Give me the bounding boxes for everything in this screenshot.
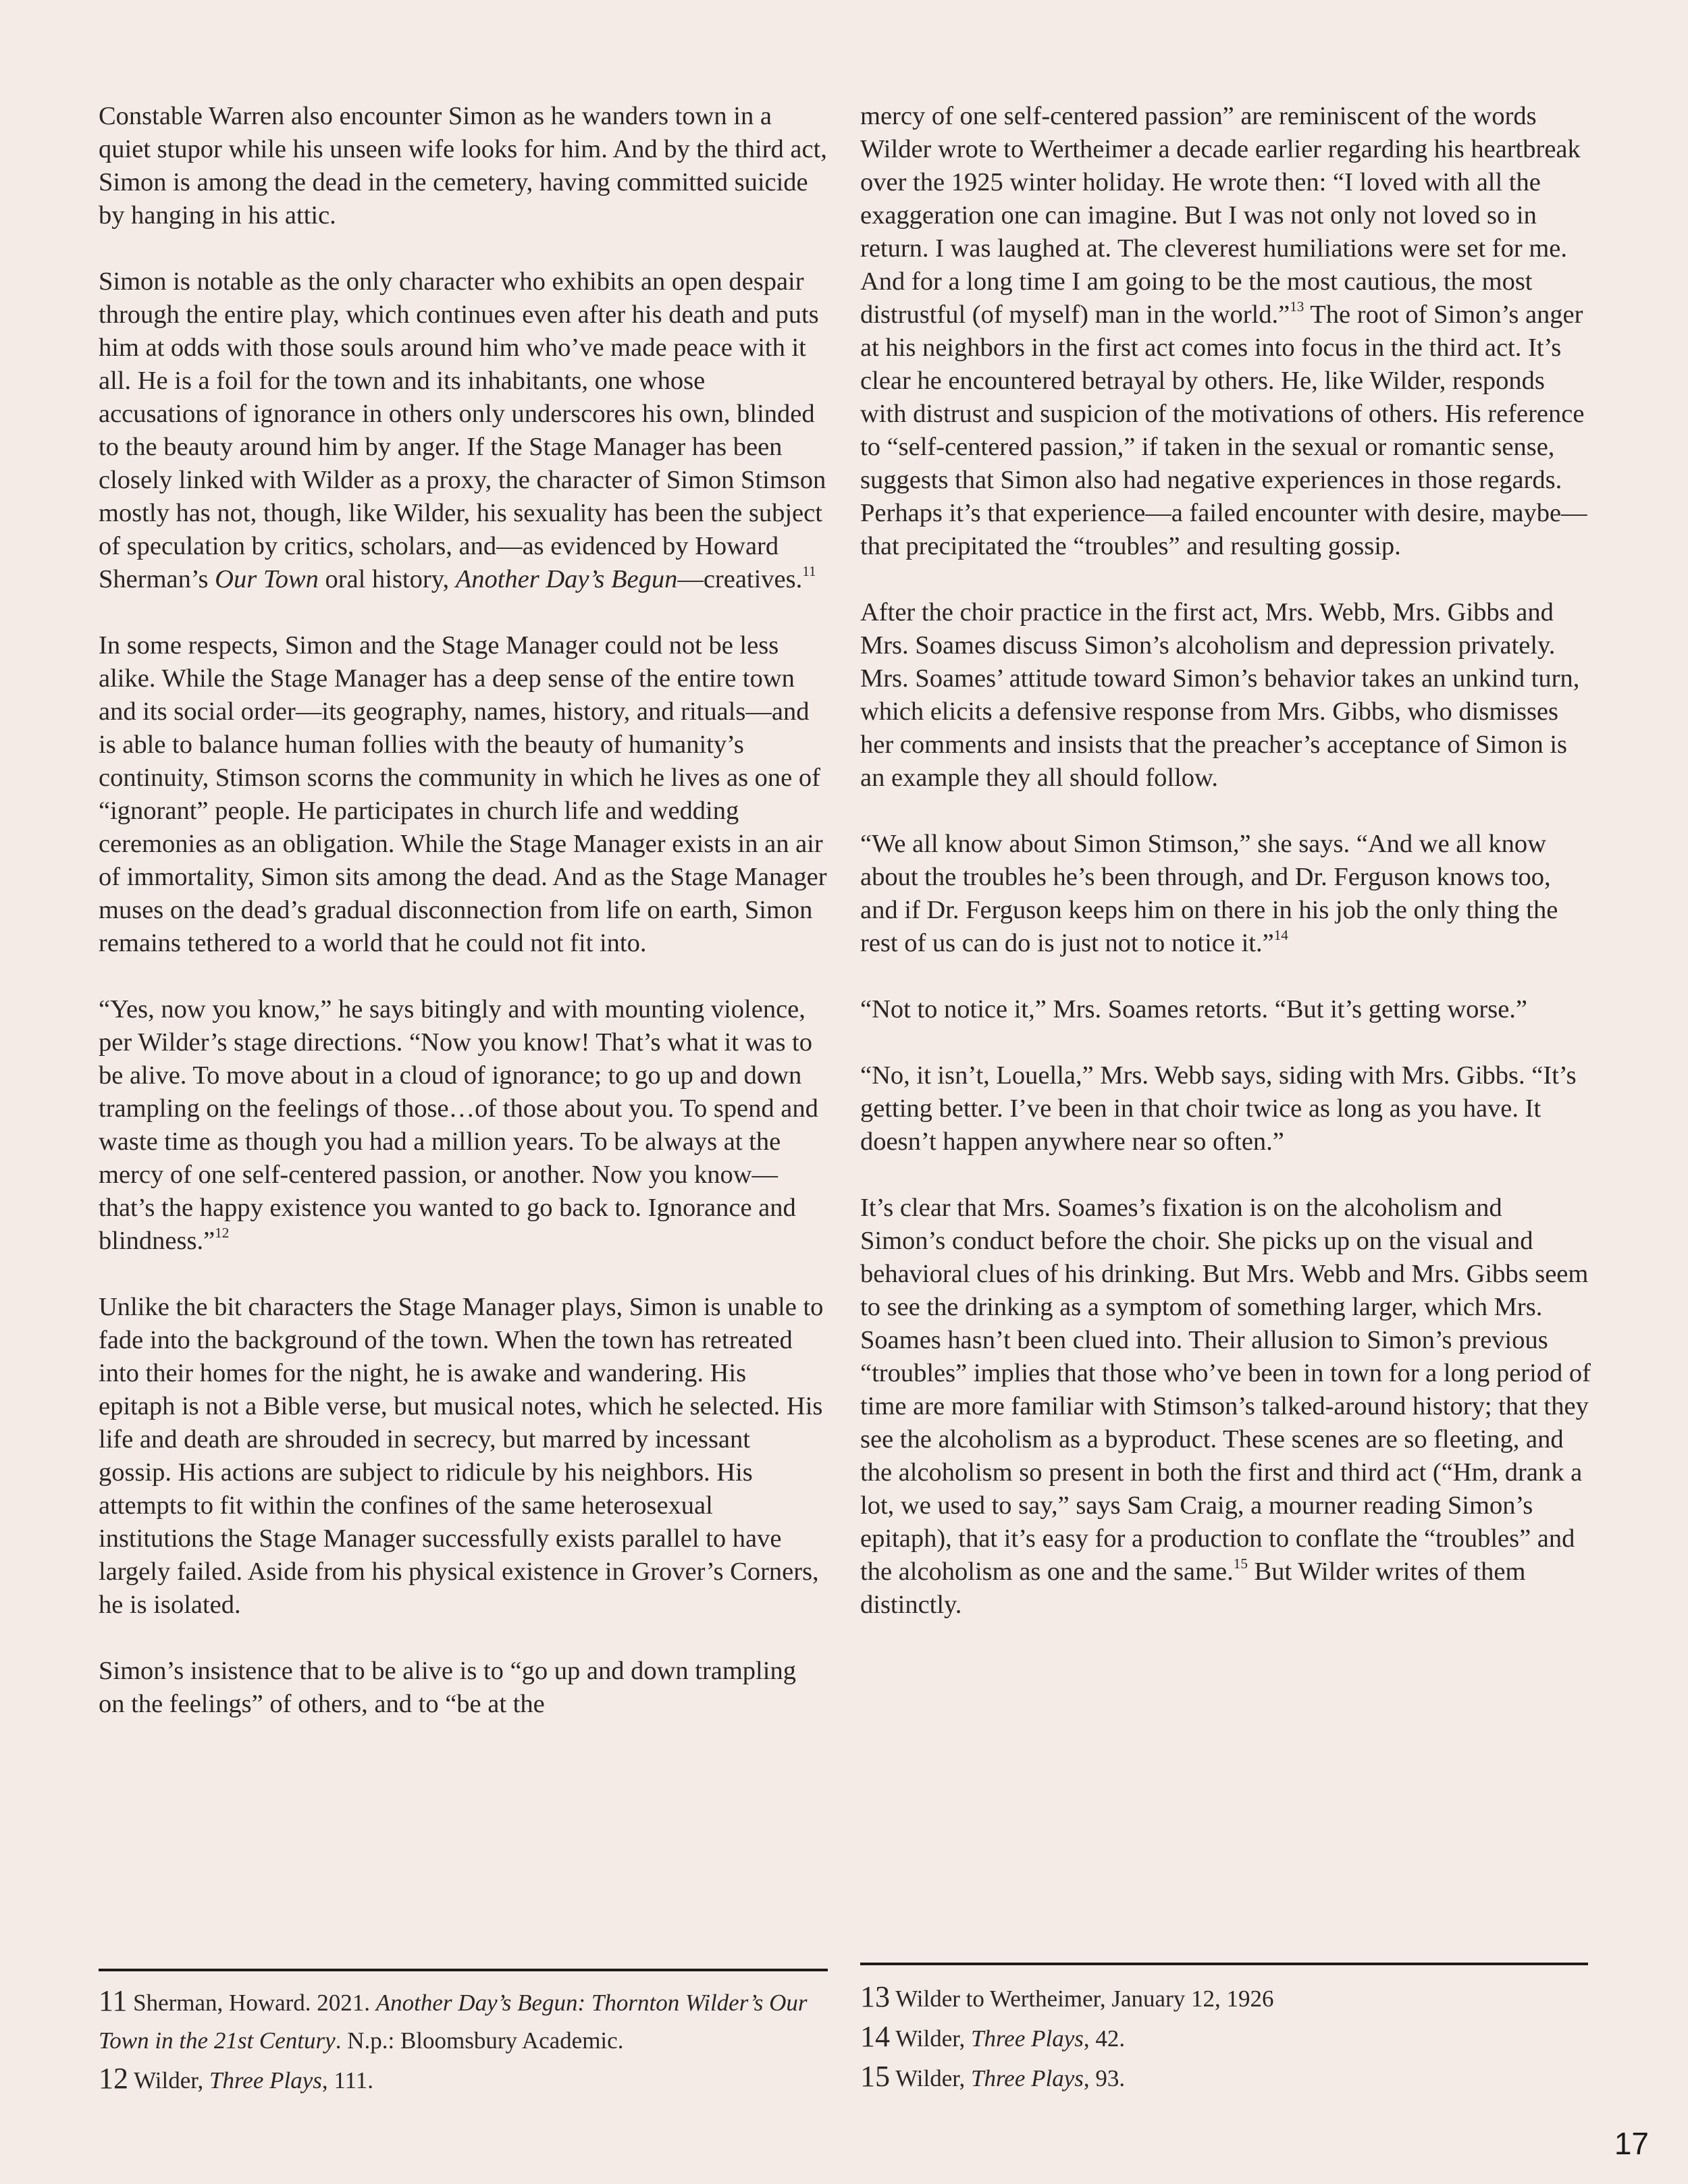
paragraph: “We all know about Simon Stimson,” she says. “And we all know about the troubles he’s been through, and Dr. Ferguson knows too, and if Dr. Ferguson keeps him on there in his job the only thing the rest of us can do is just not to notice it.”$^{14}$ <box>860 830 1558 957</box>
paragraph: Simon’s insistence that to be alive is to “go up and down trampling on the feelings” of others, and to “be at the <box>99 1657 796 1718</box>
paragraph: “Not to notice it,” Mrs. Soames retorts. “But it’s getting worse.” <box>860 995 1527 1023</box>
footnote-divider <box>99 1969 828 1971</box>
footnote: 15 Wilder, Three Plays, 93. <box>860 2060 1126 2093</box>
page-number: 17 <box>1614 2126 1649 2161</box>
footnotes-left <box>99 1982 831 2100</box>
book-title: Another Day’s Begun <box>455 565 678 593</box>
left-column <box>99 100 828 1754</box>
paragraph: It’s clear that Mrs. Soames’s fixation is on the alcoholism and Simon’s conduct before the choir. She picks up on the visual and behavioral clues of his drinking. But Mrs. Webb and Mrs. Gibbs seem to see the drinking as a symptom of something larger, which Mrs. Soames hasn’t been clued into. Their allusion to Simon’s previous “troubles” implies that those who’ve been in town for a long period of time are more familiar with Stimson’s talked-around history; that they see the alcoholism as a byproduct. These scenes are so fleeting, and the alcoholism so present in both the first and third act (“Hm, drank a lot, we used to say,” says Sam Craig, a mourner reading Simon’s epitaph), that it’s easy for a production to conflate the “troubles” and the alcoholism as one and the same.$^{15}$ But Wilder writes of them distinctly. <box>860 1194 1591 1619</box>
footnote-ref: 13 <box>1290 298 1304 315</box>
paragraph: Simon is notable as the only character who exhibits an open despair through the entire play, which continues even after his death and puts him at odds with those souls around him who’ve made peace with it all. He is a foil for the town and its inhabitants, one whose accusations of ignorance in others only underscores his own, blinded to the beauty around him by anger. If the Stage Manager has been closely linked with Wilder as a proxy, the character of Simon Stimson mostly has not, though, like Wilder, his sexuality has been the subject of speculation by critics, scholars, and—as evidenced by Howard Sherman’s Our Town oral history, Another Day’s Begun—creatives.$^{11}$ <box>99 267 826 593</box>
footnotes-right <box>860 1978 1593 2098</box>
paragraph: mercy of one self-centered passion” are reminiscent of the words Wilder wrote to Wertheimer a decade earlier regarding his heartbreak over the 1925 winter holiday. He wrote then: “I loved with all the exaggeration one can imagine. But I was not only not loved so in return. I was laughed at. The cleverest humiliations were set for me. And for a long time I am going to be the most cautious, the most distrustful (of myself) man in the world.”$^{13}$ The root of Simon’s anger at his neighbors in the first act comes into focus in the third act. It’s clear he encountered betrayal by others. He, like Wilder, responds with distrust and suspicion of the motivations of others. His reference to “self-centered passion,” if taken in the sexual or romantic sense, suggests that Simon also had negative experiences in those regards. Perhaps it’s that experience—a failed encounter with desire, maybe—that precipitated the “troubles” and resulting gossip. <box>860 102 1587 560</box>
paragraph: After the choir practice in the first act, Mrs. Webb, Mrs. Gibbs and Mrs. Soames discuss Simon’s alcoholism and depression privately. Mrs. Soames’ attitude toward Simon’s behavior takes an unkind turn, which elicits a defensive response from Mrs. Gibbs, who dismisses her comments and insists that the preacher’s acceptance of Simon is an example they all should follow. <box>860 598 1580 792</box>
footnote: 11 Sherman, Howard. 2021. Another Day’s Begun: Thornton Wilder’s Our Town in the 21st Century. N.p.: Bloomsbury Academic. <box>99 1984 808 2054</box>
footnote-ref: 14 <box>1273 927 1288 944</box>
footnote-ref: 11 <box>802 563 816 580</box>
footnote: 12 Wilder, Three Plays, 111. <box>99 2062 374 2095</box>
paragraph: “No, it isn’t, Louella,” Mrs. Webb says, siding with Mrs. Gibbs. “It’s getting better. I’ve been in that choir twice as long as you have. It doesn’t happen anywhere near so often.” <box>860 1061 1577 1156</box>
footnote-ref: 15 <box>1233 1555 1248 1572</box>
right-column <box>860 100 1593 1655</box>
footnote: 14 Wilder, Three Plays, 42. <box>860 2020 1126 2053</box>
book-title: Our Town <box>215 565 319 593</box>
footnote: 13 Wilder to Wertheimer, January 12, 1926 <box>860 1980 1274 2013</box>
footnote-ref: 12 <box>215 1225 230 1242</box>
paragraph: “Yes, now you know,” he says bitingly and with mounting violence, per Wilder’s stage directions. “Now you know! That’s what it was to be alive. To move about in a cloud of ignorance; to go up and down trampling on the feelings of those…of those about you. To spend and waste time as though you had a million years. To be always at the mercy of one self-centered passion, or another. Now you know—that’s the happy existence you wanted to go back to. Ignorance and blindness.”$^{12}$ <box>99 995 818 1255</box>
paragraph: Unlike the bit characters the Stage Manager plays, Simon is unable to fade into the background of the town. When the town has retreated into their homes for the night, he is awake and wandering. His epitaph is not a Bible verse, but musical notes, which he selected. His life and death are shrouded in secrecy, but marred by incessant gossip. His actions are subject to ridicule by his neighbors. His attempts to fit within the confines of the same heterosexual institutions the Stage Manager successfully exists parallel to have largely failed. Aside from his physical existence in Grover’s Corners, he is isolated. <box>99 1293 824 1619</box>
paragraph: In some respects, Simon and the Stage Manager could not be less alike. While the Stage Manager has a deep sense of the entire town and its social order—its geography, names, history, and rituals—and is able to balance human follies with the beauty of humanity’s continuity, Stimson scorns the community in which he lives as one of “ignorant” people. He participates in church life and wedding ceremonies as an obligation. While the Stage Manager exists in an air of immortality, Simon sits among the dead. And as the Stage Manager muses on the dead’s gradual disconnection from life on earth, Simon remains tethered to a world that he could not fit into. <box>99 631 827 957</box>
paragraph: Constable Warren also encounter Simon as he wanders town in a quiet stupor while his unseen wife looks for him. And by the third act, Simon is among the dead in the cemetery, having committed suicide by hanging in his attic. <box>99 102 827 230</box>
footnote-divider <box>860 1963 1588 1965</box>
